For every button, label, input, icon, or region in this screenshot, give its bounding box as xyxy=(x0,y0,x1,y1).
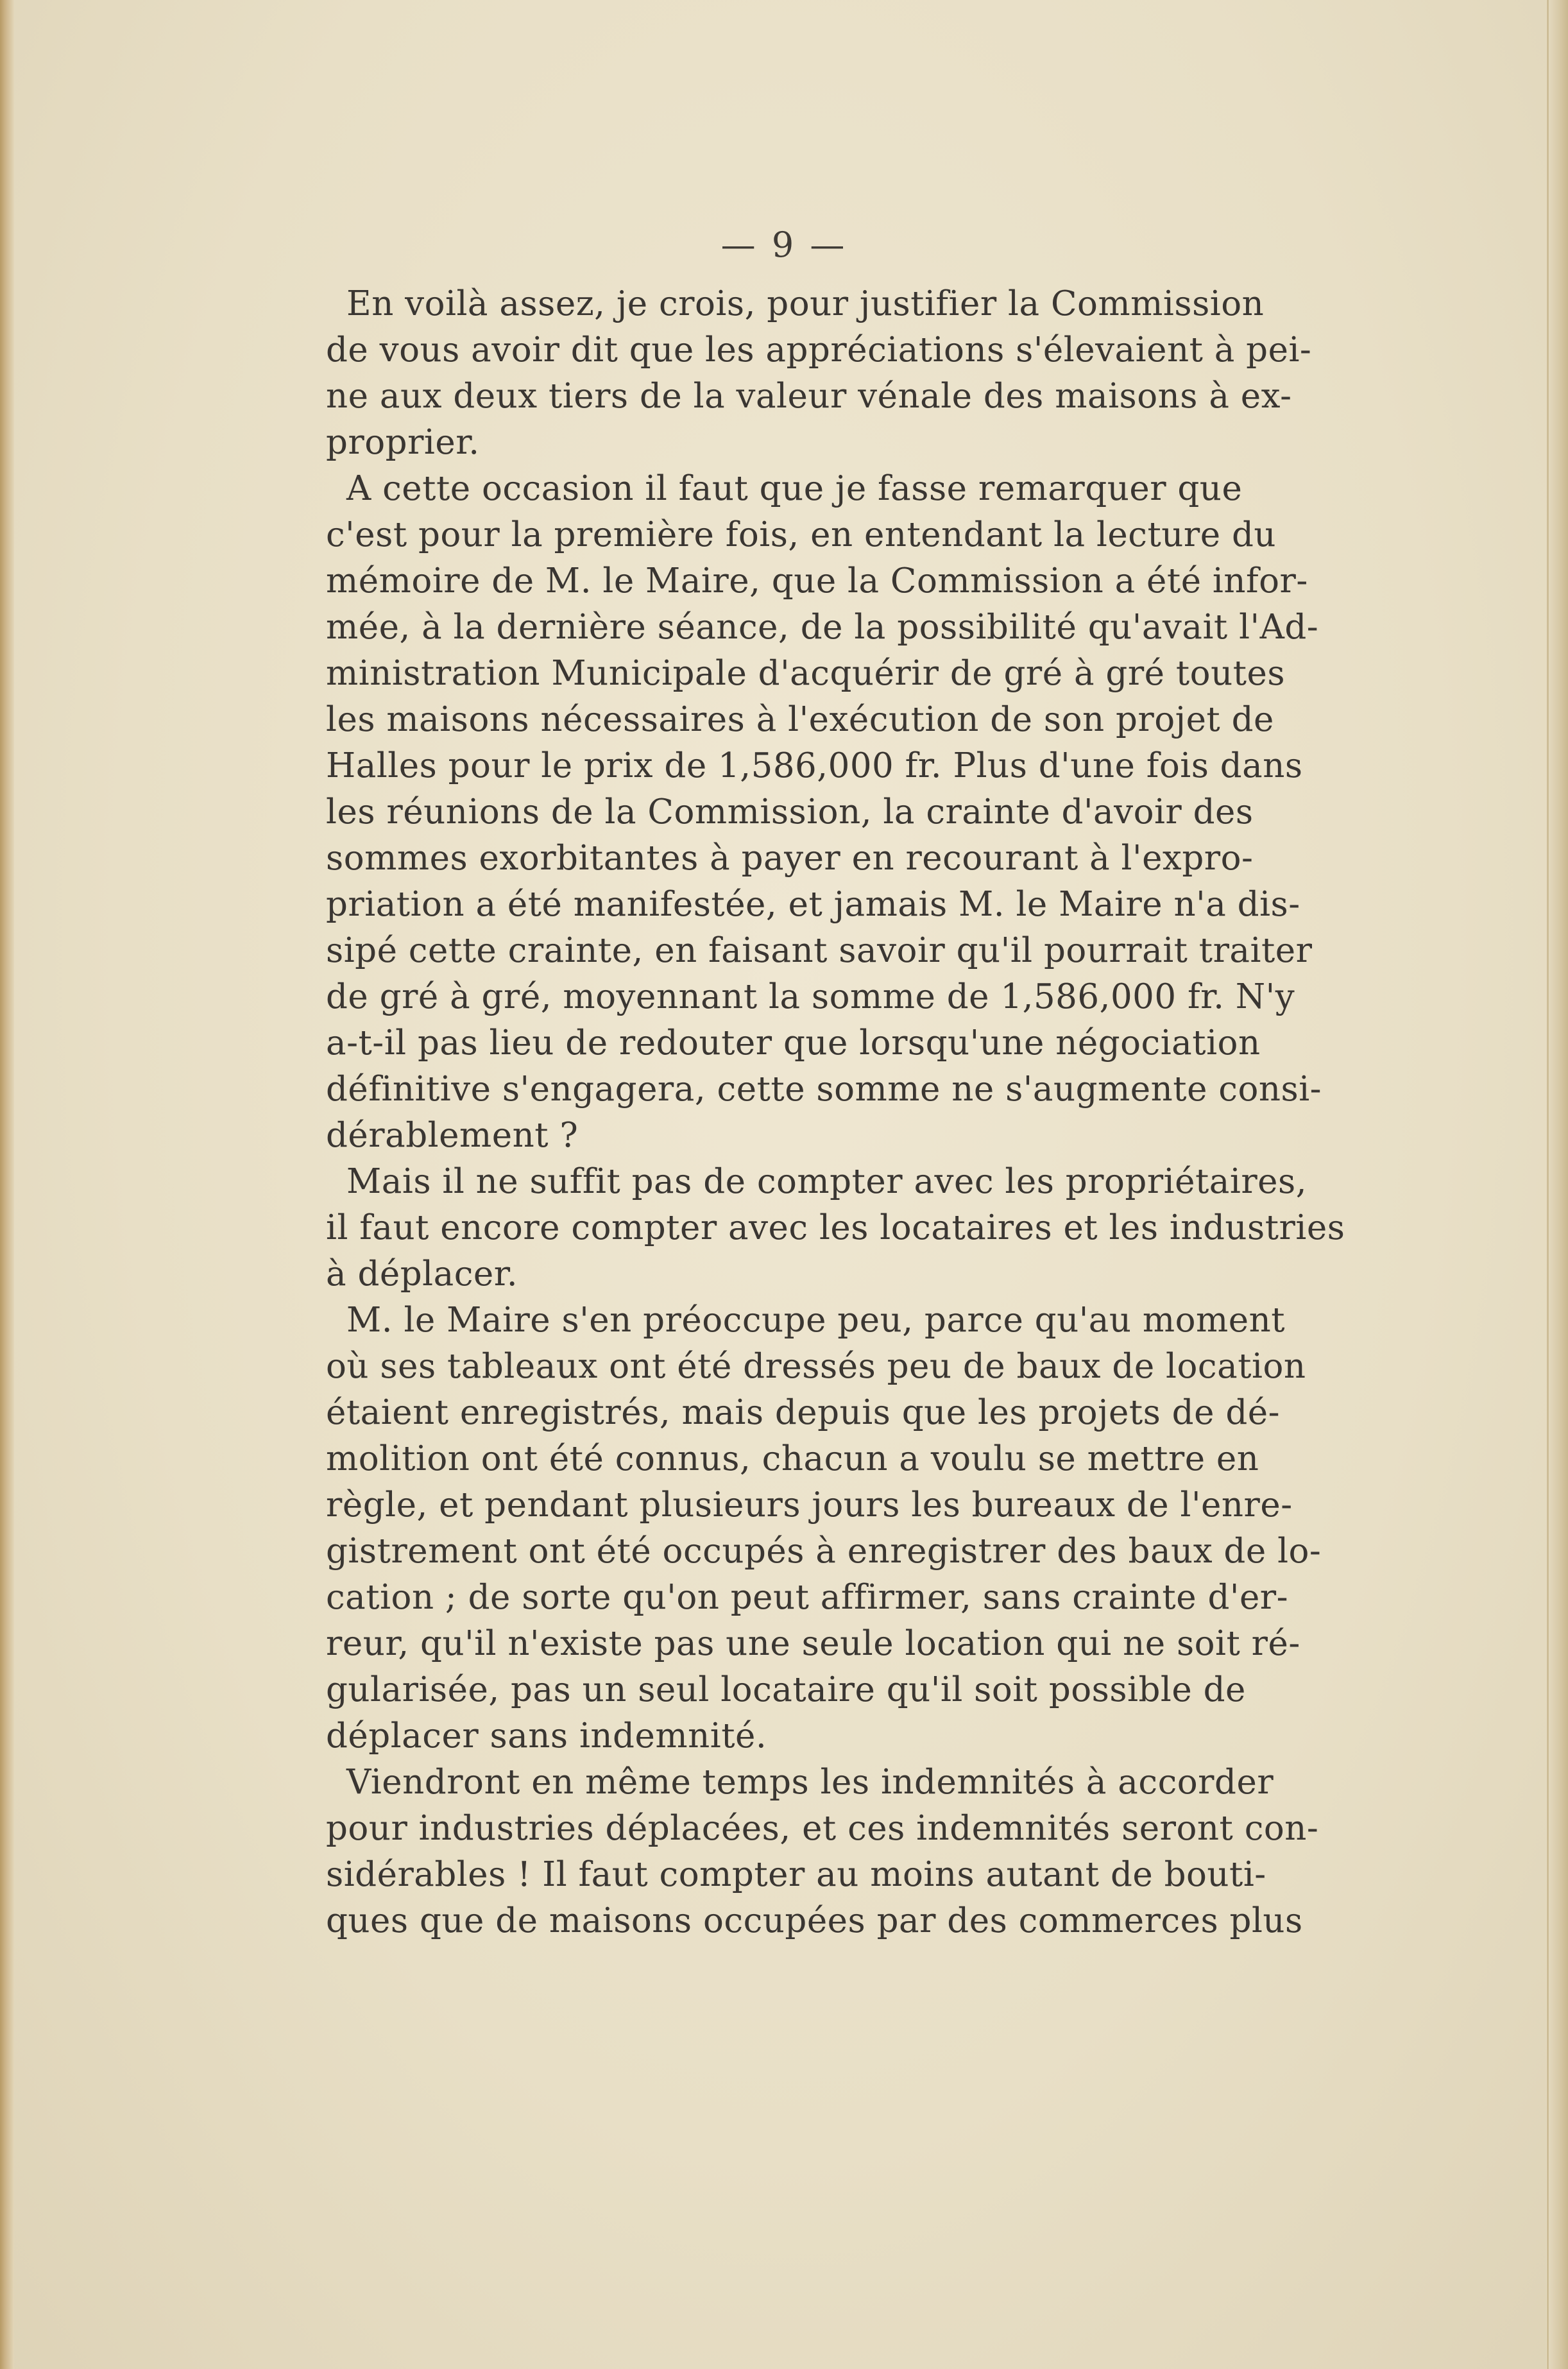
text-line: sidérables ! Il faut compter au moins autant de bouti- xyxy=(326,1855,1266,1894)
text-line: étaient enregistrés, mais depuis que les projets de dé- xyxy=(326,1393,1281,1432)
text-line: de gré à gré, moyennant la somme de 1,586,000 fr. N'y xyxy=(326,977,1295,1016)
text-line: En voilà assez, je crois, pour justifier la Commission xyxy=(346,284,1265,323)
text-line: où ses tableaux ont été dressés peu de baux de location xyxy=(326,1347,1306,1386)
text-line: de vous avoir dit que les appréciations s'élevaient à pei- xyxy=(326,330,1312,370)
text-line: mémoire de M. le Maire, que la Commission a été infor- xyxy=(326,561,1308,601)
text-line: définitive s'engagera, cette somme ne s'augmente consi- xyxy=(326,1070,1322,1109)
text-line: sipé cette crainte, en faisant savoir qu'il pourrait traiter xyxy=(326,931,1313,970)
text-line: A cette occasion il faut que je fasse remarquer que xyxy=(346,469,1243,508)
text-line: proprier. xyxy=(326,423,480,462)
text-line: ne aux deux tiers de la valeur vénale des maisons à ex- xyxy=(326,377,1292,416)
text-line: Halles pour le prix de 1,586,000 fr. Plus d'une fois dans xyxy=(326,746,1303,785)
text-line: ques que de maisons occupées par des commerces plus xyxy=(326,1901,1303,1940)
text-line: reur, qu'il n'existe pas une seule location qui ne soit ré- xyxy=(326,1624,1300,1663)
text-line: gistrement ont été occupés à enregistrer des baux de lo- xyxy=(326,1532,1322,1571)
text-line: ministration Municipale d'acquérir de gré à gré toutes xyxy=(326,654,1286,693)
text-line: pour industries déplacées, et ces indemnités seront con- xyxy=(326,1809,1319,1848)
text-line: déplacer sans indemnité. xyxy=(326,1716,767,1756)
text-line: règle, et pendant plusieurs jours les bureaux de l'enre- xyxy=(326,1485,1293,1525)
text-line: les maisons nécessaires à l'exécution de son projet de xyxy=(326,700,1274,739)
text-line: Viendront en même temps les indemnités à accorder xyxy=(346,1763,1274,1802)
text-line: sommes exorbitantes à payer en recourant à l'expro- xyxy=(326,839,1254,878)
text-line: il faut encore compter avec les locataires et les industries xyxy=(326,1208,1345,1247)
text-line: les réunions de la Commission, la crainte d'avoir des xyxy=(326,792,1254,832)
text-line: Mais il ne suffit pas de compter avec les propriétaires, xyxy=(346,1162,1308,1201)
text-line: cation ; de sorte qu'on peut affirmer, sans crainte d'er- xyxy=(326,1578,1289,1617)
text-line: mée, à la dernière séance, de la possibilité qu'avait l'Ad- xyxy=(326,608,1319,647)
text-line: dérablement ? xyxy=(326,1116,579,1155)
text-line: M. le Maire s'en préoccupe peu, parce qu'au moment xyxy=(346,1301,1286,1340)
text-line: molition ont été connus, chacun a voulu se mettre en xyxy=(326,1439,1259,1478)
text-line: à déplacer. xyxy=(326,1254,518,1294)
text-line: a-t-il pas lieu de redouter que lorsqu'une négociation xyxy=(326,1023,1261,1063)
text-line: c'est pour la première fois, en entendant la lecture du xyxy=(326,515,1277,554)
page-number: — 9 — xyxy=(720,225,848,265)
text-line: priation a été manifestée, et jamais M. le Maire n'a dis- xyxy=(326,885,1300,924)
text-line: gularisée, pas un seul locataire qu'il soit possible de xyxy=(326,1670,1246,1709)
